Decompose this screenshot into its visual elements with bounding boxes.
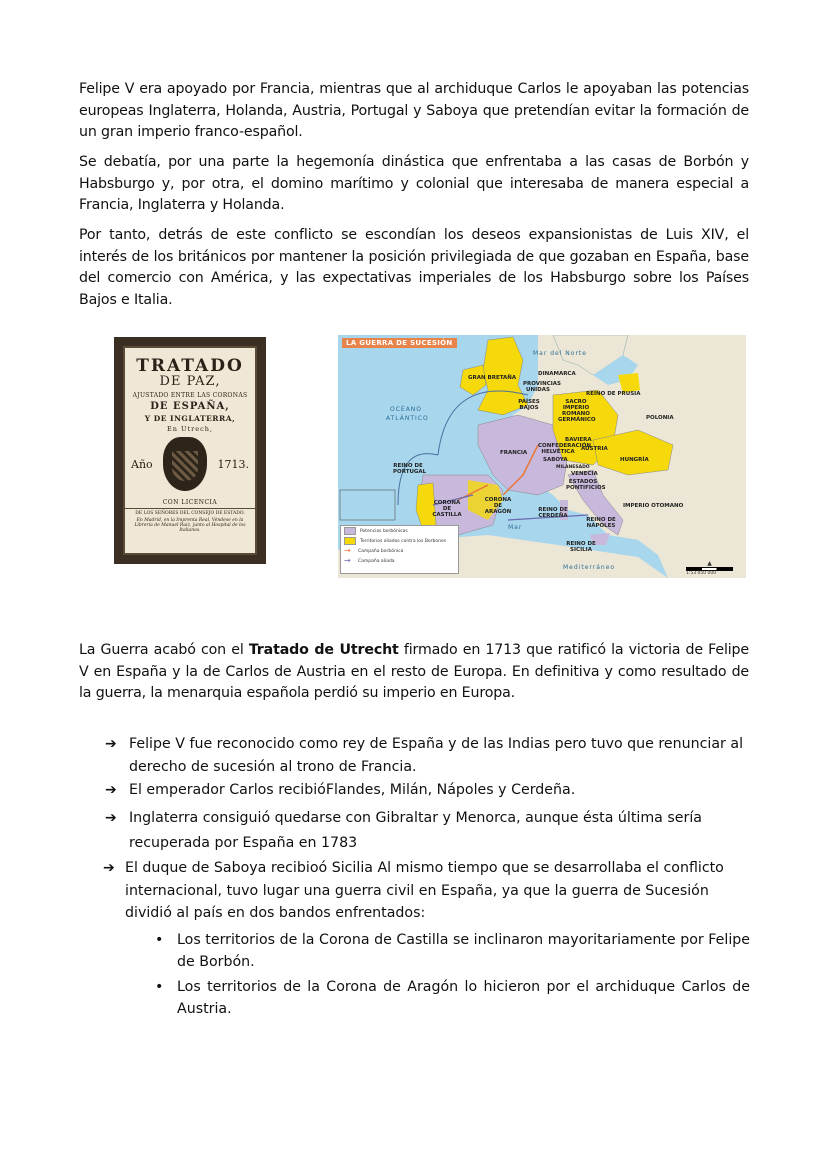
legend-arrow-allied-icon: → <box>344 556 351 565</box>
arrow-right-icon: ➔ <box>103 860 115 876</box>
label-reino-sicilia: REINO DE SICILIA <box>566 541 596 553</box>
list-item <box>103 857 748 925</box>
treaty-year: 1713. <box>217 457 249 471</box>
sub-list-item-text: Los territorios de la Corona de Castilla se inclinaron mayoritariamente por Felipe de Borbón. <box>177 932 750 970</box>
treaty-page <box>123 346 257 555</box>
label-reino-prusia: REINO DE PRUSIA <box>586 391 641 397</box>
label-polonia: POLONIA <box>646 415 674 421</box>
legend-swatch-bourbon <box>344 527 356 535</box>
legend-label: Campaña borbónica <box>358 548 404 554</box>
treaty-name-bold: Tratado de Utrecht <box>248 642 399 658</box>
label-reino-cerdena: REINO DE CERDEÑA <box>538 507 568 519</box>
label-milanesado: MILANESADO <box>556 465 590 470</box>
label-imperio-otomano: IMPERIO OTOMANO <box>623 503 684 509</box>
treaty-line: Y DE INGLATERRA, <box>144 414 236 423</box>
royal-crest-icon <box>163 437 207 491</box>
label-confederacion: CONFEDERACIÓN HELVÉTICA <box>538 443 592 455</box>
list-item-text: El duque de Saboya recibioó Sicilia Al mismo tiempo que se desarrollaba el conflicto internacional, tuvo lugar una guerra civil en España, ya que la guerra de Sucesión dividió al país en dos bandos enfrentados: <box>125 860 724 921</box>
sub-list-item <box>155 977 750 1020</box>
treaty-line: AJUSTADO ENTRE LAS CORONAS <box>132 392 248 399</box>
treaty-line: DE ESPAÑA, <box>150 401 230 412</box>
label-saboya: SABOYA <box>543 457 568 463</box>
map-legend <box>340 525 459 574</box>
label-reino-napoles: REINO DE NÁPOLES <box>586 517 616 529</box>
label-venecia: VENECIA <box>571 471 598 477</box>
bullet-icon: • <box>155 979 164 995</box>
arrow-right-icon: ➔ <box>105 782 117 798</box>
list-item <box>105 806 750 856</box>
legend-label: Campaña aliada <box>358 558 395 564</box>
paragraph-support: Felipe V era apoyado por Francia, mientras que al archiduque Carlos le apoyaban las potencias europeas Inglaterra, Holanda, Austria, Portugal y Saboya que pretendían evitar la formación de un gran imperio franco-español. <box>79 81 749 140</box>
scale-text: 1:53 050 000 <box>686 571 717 576</box>
sub-list-item <box>155 930 750 973</box>
label-dinamarca: DINAMARCA <box>538 371 576 377</box>
label-hungria: HUNGRÍA <box>620 457 649 463</box>
treaty-crest-row <box>125 437 255 491</box>
legend-arrow-bourbon-icon: → <box>344 546 351 555</box>
label-provincias-unidas: PROVINCIAS UNIDAS <box>523 381 562 393</box>
bullet-icon: • <box>155 932 164 948</box>
label-baviera: BAVIERA <box>565 437 592 443</box>
paragraph-text: La Guerra acabó con el <box>79 642 249 658</box>
label-estados-pontificios: ESTADOS PONTIFICIOS <box>566 479 606 491</box>
treaty-subtitle: DE PAZ, <box>159 374 221 389</box>
north-arrow-icon: ▲ <box>707 560 712 567</box>
label-gran-bretana: GRAN BRETAÑA <box>468 375 517 381</box>
sea-north-label: Mar del Norte <box>533 350 587 357</box>
list-item-text: El emperador Carlos recibióFlandes, Milán, Nápoles y Cerdeña. <box>129 782 576 798</box>
treaty-year-label: Año <box>131 457 153 471</box>
sub-list-item-text: Los territorios de la Corona de Aragón lo hicieron por el archiduque Carlos de Austria. <box>177 979 750 1017</box>
list-item <box>105 733 750 779</box>
label-corona-castilla: CORONA DE CASTILLA <box>432 500 462 518</box>
label-reino-portugal: REINO DE PORTUGAL <box>393 463 427 475</box>
sea-mar-label: Mar <box>508 524 523 531</box>
legend-item <box>341 546 458 556</box>
label-austria: AUSTRIA <box>581 446 608 452</box>
label-paises-bajos: PAÍSES BAJOS <box>518 399 540 411</box>
legend-label: Territorios aliados contra los Borbones <box>360 538 447 544</box>
paragraph-text: firmado en 1713 que ratificó la victoria de Felipe V en España y la de Carlos de Austria en el resto de Europa. En definitiva y como resultado de la guerra, la menarquia española perdió su imperio en Europa. <box>79 642 749 701</box>
paragraph-treaty <box>79 640 749 705</box>
label-corona-aragon: CORONA DE ARAGÓN <box>484 497 512 515</box>
list-item-text: Inglaterra consiguió quedarse con Gibraltar y Menorca, aunque ésta última sería recuperada por España en 1783 <box>129 810 702 851</box>
list-item-text: Felipe V fue reconocido como rey de España y de las Indias pero tuvo que renunciar al derecho de sucesión al trono de Francia. <box>129 736 744 775</box>
paragraph-debate: Se debatía, por una parte la hegemonía dinástica que enfrentaba a las casas de Borbón y Habsburgo y, por otra, el domino marítimo y colonial que interesaba de manera especial a Francia, Inglaterra y Holanda. <box>79 154 749 213</box>
legend-item <box>341 536 458 546</box>
treaty-line: CON LICENCIA <box>162 499 218 506</box>
arrow-right-icon: ➔ <box>105 810 117 826</box>
treaty-line: DE LOS SEÑORES DEL CONSEJO DE ESTADO. <box>125 508 255 516</box>
paragraph-interests: Por tanto, detrás de este conflicto se escondían los deseos expansionistas de Luis XIV, el interés de los británicos por mantener la posición privilegiada de que gozaban en España, base del comercio con América, y las expectativas imperiales de los Habsburgo sobre los Países Bajos e Italia. <box>79 227 749 308</box>
arrow-right-icon: ➔ <box>105 736 117 752</box>
label-sacro-imperio: SACRO IMPERIO ROMANO GERMÁNICO <box>558 399 596 423</box>
war-of-succession-map <box>338 335 746 578</box>
list-item <box>105 779 750 802</box>
map-scale <box>686 560 733 576</box>
label-francia: FRANCIA <box>500 450 528 456</box>
treaty-title: TRATADO <box>136 356 244 376</box>
map-title: LA GUERRA DE SUCESIÓN <box>342 338 457 348</box>
treaty-line: En Utrech, <box>167 425 213 433</box>
treaty-line: En Madrid, en la Imprenta Real. Véndese en la Librería de Manuel Ruiz, junto al Hospital de los Italianos. <box>134 518 246 533</box>
sea-atlantic-label: OCÉANO ATLÁNTICO <box>386 406 429 422</box>
sea-mediterranean-label: Mediterráneo <box>563 564 616 571</box>
legend-swatch-allied <box>344 537 356 545</box>
legend-item <box>341 526 458 536</box>
legend-label: Potencias borbónicas <box>360 528 408 534</box>
treaty-of-utrecht-image <box>114 337 266 564</box>
legend-item <box>341 556 458 566</box>
